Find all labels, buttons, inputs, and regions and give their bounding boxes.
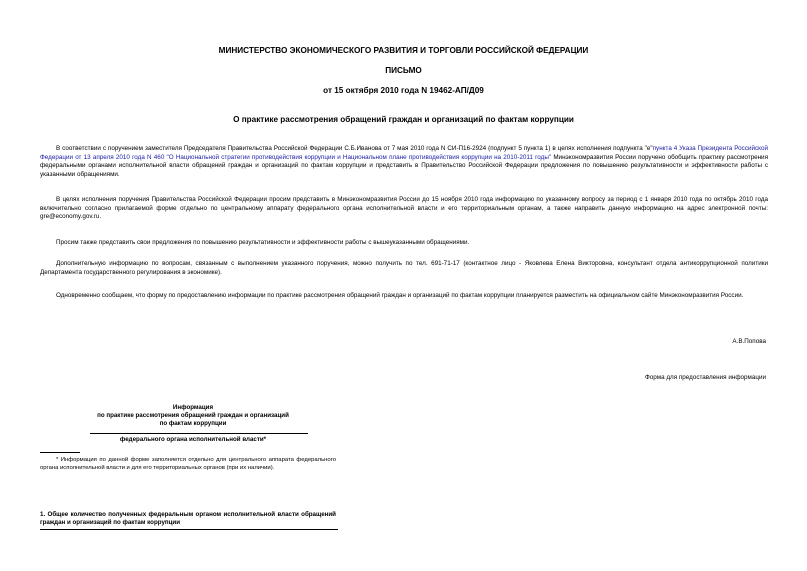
ministry-heading: МИНИСТЕРСТВО ЭКОНОМИЧЕСКОГО РАЗВИТИЯ И ТОРГОВЛИ РОССИЙСКОЙ ФЕДЕРАЦИИ xyxy=(218,46,589,55)
footnote-divider xyxy=(40,452,80,453)
paragraph-1-text-start: В соответствии с поручением заместителя Председателя Правительства Российской Федерации С.Б.Иванова от 7 мая 2010 года N СИ-П16-2924 (подпункт 5 пункта 1) в целях исполнения подпункта "е" xyxy=(56,145,653,152)
form-title-line-2: по практике рассмотрения обращений граждан и организаций xyxy=(97,412,289,420)
decree-link[interactable]: пункта 4 Указа Президента Российской Федерации от 13 апреля 2010 года N 460 "О Национальной стратегии противодействия коррупции и Национальном плане противодействия коррупции на 2010-2011 годы" xyxy=(40,145,768,161)
form-note: Форма для предоставления информации xyxy=(645,374,766,381)
form-title-line-3: по фактам коррупции xyxy=(159,420,227,428)
signature: А.В.Попова xyxy=(732,338,766,345)
federal-organ-label: федерального органа исполнительной власти* xyxy=(119,436,267,443)
paragraph-1 xyxy=(40,145,768,179)
form-title xyxy=(82,404,304,429)
footnote: * Информация по данной форме заполняется отдельно для центрального аппарата федерального органа исполнительной власти и для его территориальных органов (при их наличии). xyxy=(40,457,336,472)
form-title-divider xyxy=(90,433,308,434)
paragraph-4: Дополнительную информацию по вопросам, связанным с выполнением указанного поручения, можно получить по тел. 691-71-17 (контактное лицо - Яковлева Елена Викторовна, консультант отдела антикоррупционной политики Департамента государственного регулирования в экономике). xyxy=(40,260,768,276)
paragraph-1-text-end: Минэкономразвития России поручено обобщить практику рассмотрения федеральными органами исполнительной власти обращений граждан и организаций по фактам коррупции и представить в Правительство Российской Федерации предложения по повышению результативности и эффективности работы с указанными обращениями. xyxy=(40,153,768,178)
paragraph-3: Просим также представить свои предложения по повышению результативности и эффективности работы с вышеуказанными обращениями. xyxy=(56,239,470,246)
document-type: ПИСЬМО xyxy=(385,66,422,75)
form-title-line-1: Информация xyxy=(172,404,214,411)
paragraph-5: Одновременно сообщаем, что форму по предоставлению информации по практике рассмотрения обращений граждан и организаций по фактам коррупции планируется разместить на официальном сайте Минэкономразвития России. xyxy=(56,292,744,299)
section-1-heading: 1. Общее количество полученных федеральным органом исполнительной власти обращений граждан и организаций по фактам коррупции xyxy=(40,511,336,527)
paragraph-2: В целях исполнения поручения Правительства Российской Федерации просим представить в Минэкономразвития России до 15 ноября 2010 года информацию по указанному вопросу за период с 1 января 2010 года по октябрь 2010 года включительно согласно прилагаемой форме отдельно по центральному аппарату федерального органа исполнительной власти и его территориальным органам, а также направить данную информацию на адрес электронной почты: gre@economy.gov.ru. xyxy=(40,196,768,221)
document-subject: О практике рассмотрения обращений граждан и организаций по фактам коррупции xyxy=(233,115,574,124)
document-date-number: от 15 октября 2010 года N 19462-АП/Д09 xyxy=(323,86,484,95)
section-1-divider xyxy=(40,529,338,530)
